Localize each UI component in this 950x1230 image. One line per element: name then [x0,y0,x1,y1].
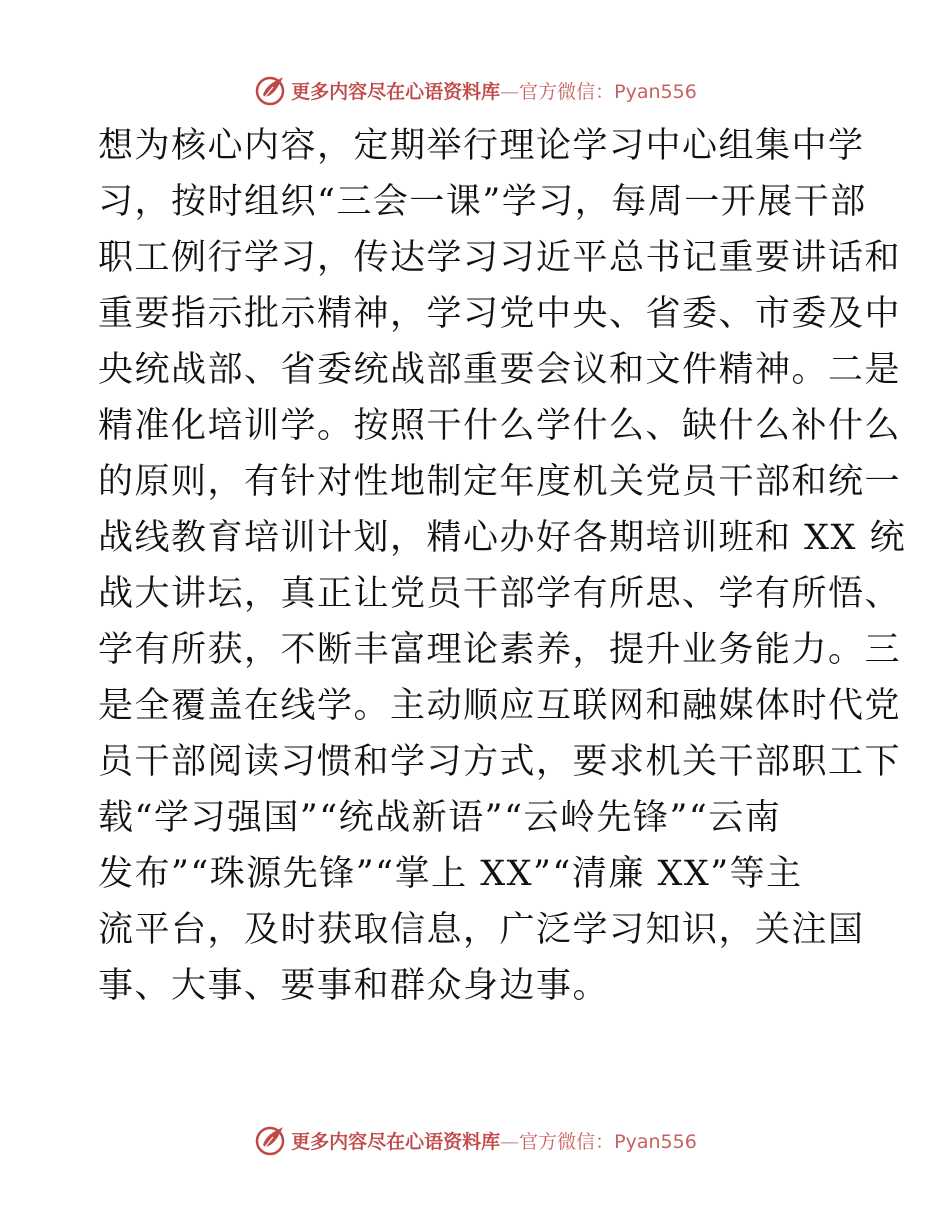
watermark-brand: 更多内容尽在心语资料库 [291,1130,501,1153]
watermark-contact: 官方微信：Pyan556 [519,80,697,103]
text-line: 职工例行学习，传达学习习近平总书记重要讲话和 [98,238,902,278]
text-line: 员干部阅读习惯和学习方式，要求机关干部职工下 [98,742,902,782]
text-line: 精准化培训学。按照干什么学什么、缺什么补什么 [98,406,902,446]
text-line: 战大讲坛，真正让党员干部学有所思、学有所悟、 [98,574,902,614]
text-line: 事、大事、要事和群众身边事。 [98,966,610,1006]
text-line: 的原则，有针对性地制定年度机关党员干部和统一 [98,462,902,502]
text-line: 流平台，及时获取信息，广泛学习知识，关注国 [98,910,865,950]
text-line: 央统战部、省委统战部重要会议和文件精神。二是 [98,350,902,390]
text-line: 习，按时组织“三会一课”学习，每周一开展干部 [98,182,867,222]
watermark-separator: — [500,80,520,103]
header-watermark [0,70,950,110]
text-line: 学有所获，不断丰富理论素养，提升业务能力。三 [98,630,902,670]
text-line: 是全覆盖在线学。主动顺应互联网和融媒体时代党 [98,686,902,726]
watermark-brand: 更多内容尽在心语资料库 [291,80,501,103]
footer-watermark [0,1120,950,1160]
text-line: 发布”“珠源先锋”“掌上 XX”“清廉 XX”等主 [98,854,803,894]
document-body [98,118,907,1014]
watermark-contact: 官方微信：Pyan556 [519,1130,697,1153]
leaf-logo-icon [253,1123,287,1157]
text-line: 战线教育培训计划，精心办好各期培训班和 XX 统 [98,518,907,558]
watermark-text [291,1127,697,1154]
text-line: 载“学习强国”“统战新语”“云岭先锋”“云南 [98,798,782,838]
leaf-logo-icon [253,73,287,107]
text-line: 想为核心内容，定期举行理论学习中心组集中学 [98,126,865,166]
watermark-text [291,77,697,104]
text-line: 重要指示批示精神，学习党中央、省委、市委及中 [98,294,902,334]
watermark-separator: — [500,1130,520,1153]
